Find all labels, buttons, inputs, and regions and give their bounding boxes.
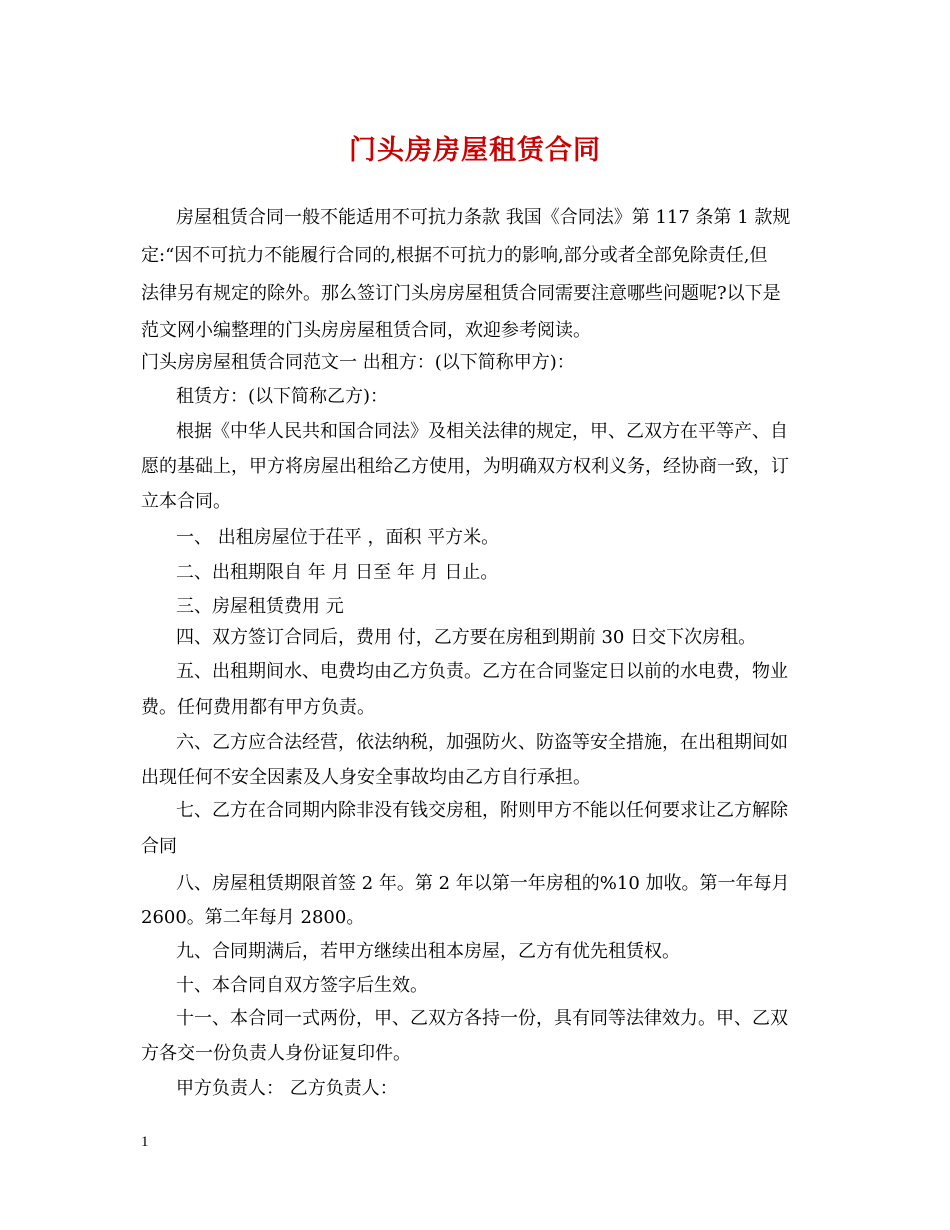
text-line: 定:“因不可抗力不能履行合同的,根据不可抗力的影响,部分或者全部免除责任,但 bbox=[141, 245, 768, 266]
text-line: 根据《中华人民共和国合同法》及相关法律的规定，甲、乙双方在平等产、自 bbox=[176, 421, 788, 442]
text-line: 六、乙方应合法经营，依法纳税，加强防火、防盗等安全措施，在出租期间如 bbox=[176, 732, 788, 753]
text-line: 二、出租期限自 年 月 日至 年 月 日止。 bbox=[176, 562, 499, 583]
text-line: 门头房房屋租赁合同范文一 出租方：(以下简称甲方)： bbox=[141, 352, 575, 373]
text-line: 三、房屋租赁费用 元 bbox=[176, 596, 344, 617]
text-line: 2600。第二年每月 2800。 bbox=[141, 907, 365, 928]
text-line: 十、本合同自双方签字后生效。 bbox=[176, 975, 428, 996]
text-line: 合同 bbox=[141, 836, 177, 857]
document-title: 门头房房屋租赁合同 bbox=[349, 135, 601, 166]
text-line: 房屋租赁合同一般不能适用不可抗力条款 我国《合同法》第 117 条第 1 款规 bbox=[176, 207, 791, 228]
signature-line: 甲方负责人： 乙方负责人： bbox=[176, 1078, 398, 1099]
text-line: 一、 出租房屋位于茌平 ，面积 平方米。 bbox=[176, 527, 500, 548]
text-line: 八、房屋租赁期限首签 2 年。第 2 年以第一年房租的%10 加收。第一年每月 bbox=[176, 873, 790, 894]
text-line: 出现任何不安全因素及人身安全事故均由乙方自行承担。 bbox=[141, 767, 591, 788]
text-line: 五、出租期间水、电费均由乙方负责。乙方在合同鉴定日以前的水电费，物业 bbox=[176, 661, 788, 682]
text-line: 九、合同期满后，若甲方继续出租本房屋，乙方有优先租赁权。 bbox=[176, 941, 680, 962]
text-line: 租赁方：(以下简称乙方)： bbox=[176, 386, 389, 407]
text-line: 方各交一份负责人身份证复印件。 bbox=[141, 1043, 411, 1064]
text-line: 范文网小编整理的门头房房屋租赁合同，欢迎参考阅读。 bbox=[141, 320, 591, 341]
text-line: 七、乙方在合同期内除非没有钱交房租，附则甲方不能以任何要求让乙方解除 bbox=[176, 800, 788, 821]
text-line: 立本合同。 bbox=[141, 491, 231, 512]
text-line: 愿的基础上，甲方将房屋出租给乙方使用，为明确双方权利义务，经协商一致，订 bbox=[141, 456, 789, 477]
text-line: 费。任何费用都有甲方负责。 bbox=[141, 697, 375, 718]
text-line: 十一、本合同一式两份，甲、乙双方各持一份，具有同等法律效力。甲、乙双 bbox=[176, 1008, 788, 1029]
text-line: 法律另有规定的除外。那么签订门头房房屋租赁合同需要注意哪些问题呢?以下是 bbox=[141, 283, 781, 304]
page-number: 1 bbox=[141, 1134, 149, 1150]
text-line: 四、双方签订合同后，费用 付，乙方要在房租到期前 30 日交下次房租。 bbox=[176, 627, 757, 648]
